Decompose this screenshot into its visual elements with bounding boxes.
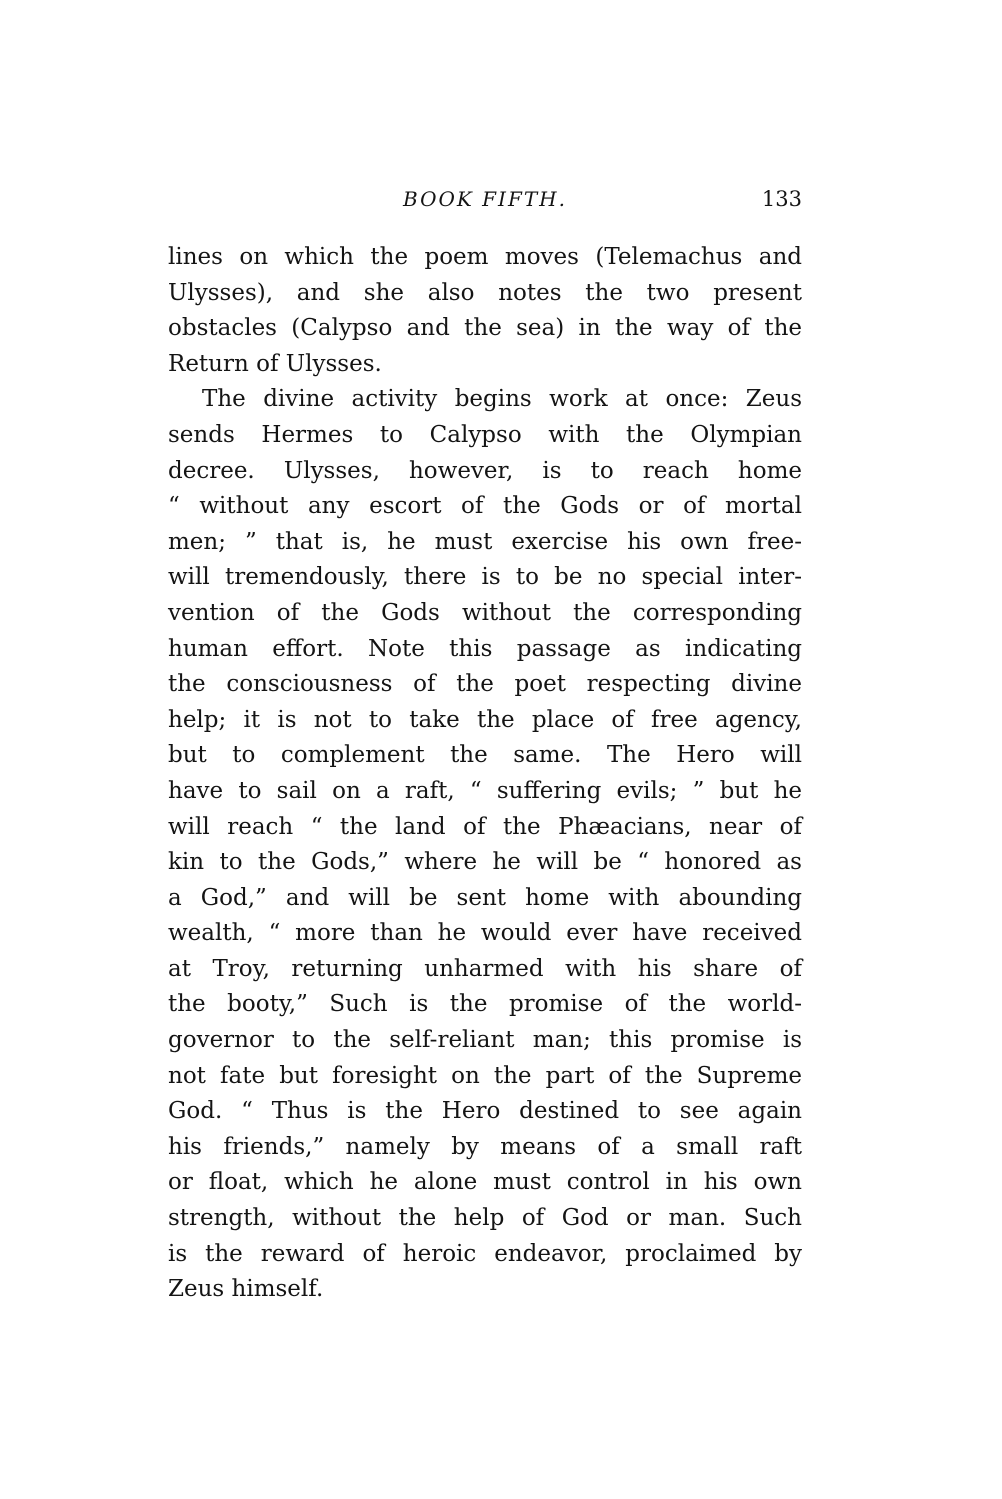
- text-line: wealth, “ more than he would ever have received: [168, 920, 802, 947]
- text-line: strength, without the help of God or man. Such: [168, 1205, 802, 1232]
- text-line: Ulysses), and she also notes the two present: [168, 279, 802, 306]
- text-line: or float, which he alone must control in his own: [168, 1169, 802, 1196]
- text-line: obstacles (Calypso and the sea) in the way of the: [168, 315, 802, 342]
- text-line: a God,” and will be sent home with abounding: [168, 884, 802, 911]
- text-line: at Troy, returning unharmed with his share of: [168, 955, 802, 982]
- text-line: Zeus himself.: [168, 1276, 324, 1303]
- text-line: will reach “ the land of the Phæacians, near of: [168, 813, 802, 840]
- running-title: BOOK FIFTH.: [403, 187, 567, 211]
- text-line: “ without any escort of the Gods or of mortal: [168, 493, 802, 520]
- text-line: Return of Ulysses.: [168, 350, 382, 377]
- page-number: 133: [761, 187, 802, 211]
- text-line: men; ” that is, he must exercise his own free-: [168, 528, 802, 555]
- running-head: [160, 187, 810, 217]
- text-line: have to sail on a raft, “ suffering evils; ” but he: [168, 777, 802, 804]
- text-line: God. “ Thus is the Hero destined to see again: [168, 1098, 802, 1125]
- text-line: not fate but foresight on the part of the Supreme: [168, 1062, 802, 1089]
- text-line: human effort. Note this passage as indicating: [168, 635, 802, 662]
- text-line: his friends,” namely by means of a small raft: [168, 1133, 802, 1160]
- text-line: lines on which the poem moves (Telemachus and: [168, 244, 802, 270]
- text-line: sends Hermes to Calypso with the Olympian: [168, 421, 802, 448]
- text-line: vention of the Gods without the corresponding: [168, 599, 802, 626]
- text-line: kin to the Gods,” where he will be “ honored as: [168, 849, 802, 876]
- text-line: but to complement the same. The Hero will: [168, 742, 802, 769]
- text-line: the booty,” Such is the promise of the world-: [168, 991, 802, 1018]
- text-line: the consciousness of the poet respecting divine: [168, 671, 802, 698]
- text-line: will tremendously, there is to be no special inter-: [168, 564, 802, 591]
- text-line: decree. Ulysses, however, is to reach home: [168, 457, 802, 484]
- text-line: help; it is not to take the place of free agency,: [168, 706, 802, 733]
- body-text: [168, 240, 802, 1308]
- text-line: is the reward of heroic endeavor, proclaimed by: [168, 1240, 802, 1267]
- text-line: governor to the self-reliant man; this promise is: [168, 1027, 802, 1054]
- text-line: The divine activity begins work at once: Zeus: [202, 386, 802, 413]
